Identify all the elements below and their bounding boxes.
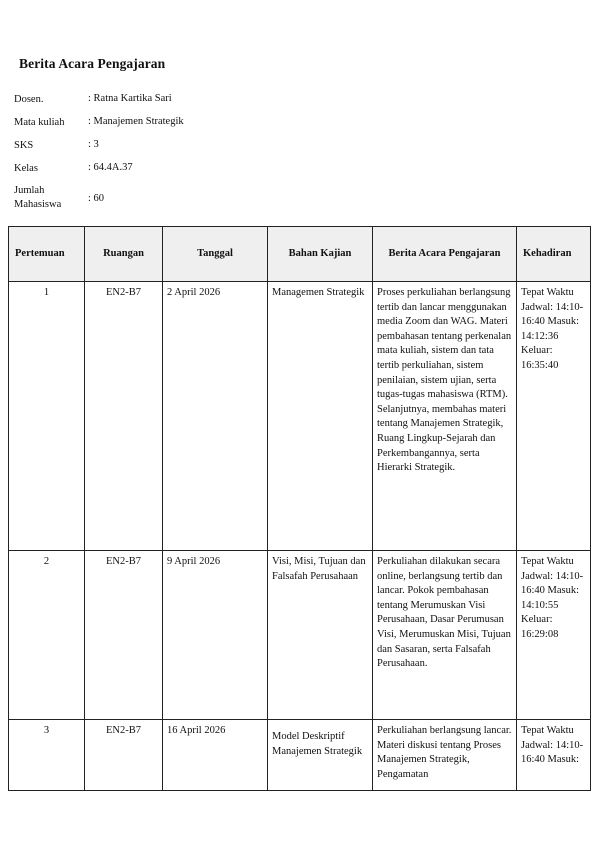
cell-tanggal bbox=[163, 720, 268, 791]
cell-bahan-kajian: Managemen Strategik bbox=[268, 282, 373, 551]
table-row bbox=[9, 551, 591, 720]
info-value: : Ratna Kartika Sari bbox=[88, 93, 172, 104]
cell-kehadiran: Tepat Waktu Jadwal: 14:10-16:40 Masuk: 14:12:36 Keluar: 16:35:40 bbox=[517, 282, 591, 551]
table-header-row bbox=[9, 227, 591, 282]
info-value: : 64.4A.37 bbox=[88, 162, 133, 173]
info-value: : 3 bbox=[88, 139, 99, 150]
cell-tanggal: 2 April 2026 bbox=[163, 282, 268, 551]
cell-kehadiran: Tepat Waktu Jadwal: 14:10-16:40 Masuk: 14:10:55 Keluar: 16:29:08 bbox=[517, 551, 591, 720]
document-title: Berita Acara Pengajaran bbox=[19, 56, 166, 71]
cell-text: Model Deskriptif Manajemen Strategik bbox=[272, 731, 363, 757]
column-header-tanggal: Tanggal bbox=[163, 227, 268, 282]
cell-berita-acara: Perkuliahan dilakukan secara online, berlangsung tertib dan lancar. Pokok pembahasan tentang Merumuskan Visi Perusahaan, Dasar Perumusan Visi, Merumuskan Misi, Tujuan dan Sasaran, serta Falsafah Perusahaan. bbox=[373, 551, 517, 720]
table-row bbox=[9, 720, 591, 791]
cell-bahan-kajian bbox=[268, 720, 373, 791]
info-label: SKS bbox=[14, 140, 34, 151]
info-label: Kelas bbox=[14, 163, 38, 174]
cell-kehadiran bbox=[517, 720, 591, 791]
info-label: Jumlah Mahasiswa bbox=[14, 185, 62, 210]
info-value: : Manajemen Strategik bbox=[88, 116, 184, 127]
cell-text: Perkuliahan berlangsung lancar. Materi diskusi tentang Proses Manajemen Strategik, Pengamatan bbox=[377, 725, 512, 780]
cell-pertemuan: 2 bbox=[9, 551, 85, 720]
cell-berita-acara bbox=[373, 720, 517, 791]
cell-tanggal: 9 April 2026 bbox=[163, 551, 268, 720]
cell-ruangan: EN2-B7 bbox=[85, 551, 163, 720]
cell-text: Tepat Waktu Jadwal: 14:10-16:40 Masuk: bbox=[521, 725, 584, 766]
info-value: : 60 bbox=[88, 193, 105, 204]
cell-bahan-kajian: Visi, Misi, Tujuan dan Falsafah Perusahaan bbox=[268, 551, 373, 720]
info-label: Mata kuliah bbox=[14, 117, 65, 128]
cell-ruangan: EN2-B7 bbox=[85, 282, 163, 551]
cell-text: 16 April 2026 bbox=[167, 725, 226, 736]
cell-berita-acara: Proses perkuliahan berlangsung tertib dan lancar menggunakan media Zoom dan WAG. Materi pembahasan tentang perkenalan mata kuliah, sistem dan tata tertib perkuliahan, sistem penilaian, sistem ujian, serta tugas-tugas mahasiswa (RTM). Selanjutnya, membahas materi tentang Manajemen Strategik, Ruang Lingkup-Sejarah dan Perkembangannya, serta Hierarki Strategik. bbox=[373, 282, 517, 551]
column-header-ruangan: Ruangan bbox=[85, 227, 163, 282]
column-header-kehadiran: Kehadiran bbox=[517, 227, 591, 282]
cell-ruangan bbox=[85, 720, 163, 791]
teaching-log-table bbox=[8, 226, 591, 791]
column-header-bahan-kajian: Bahan Kajian bbox=[268, 227, 373, 282]
cell-pertemuan: 1 bbox=[9, 282, 85, 551]
cell-pertemuan bbox=[9, 720, 85, 791]
cell-text: 3 bbox=[43, 725, 50, 736]
info-label: Dosen. bbox=[14, 94, 44, 105]
cell-text: EN2-B7 bbox=[106, 725, 141, 736]
column-header-pertemuan: Pertemuan bbox=[9, 227, 85, 282]
table-row bbox=[9, 282, 591, 551]
column-header-berita-acara: Berita Acara Pengajaran bbox=[373, 227, 517, 282]
